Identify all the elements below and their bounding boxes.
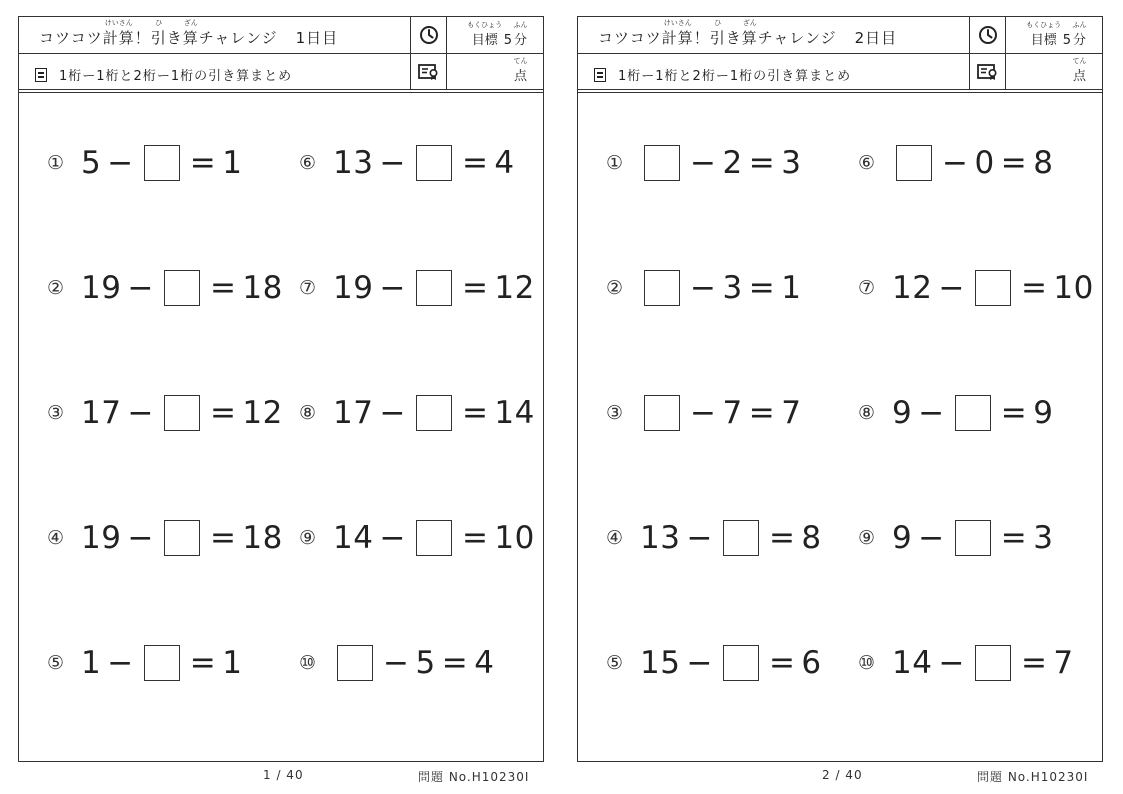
equals-sign: = [461,145,489,181]
minus-sign: − [938,270,965,306]
title-ruby-b: ひ [155,19,163,27]
equals-sign: = [209,520,237,556]
problem-number: ④ [606,527,624,549]
worksheet-title [578,17,970,53]
page-number: 2 / 40 [822,768,863,782]
title-kana-a: コツコツ [39,29,103,47]
answer-box[interactable] [955,395,991,431]
equation [892,645,1074,681]
operand: 3 [1033,520,1054,556]
problem-item [47,641,242,685]
title-kanji-b: 引 [709,29,726,47]
equals-sign: = [768,645,796,681]
equation [333,270,535,306]
title-kanji-c: 算 [182,29,199,47]
operand: 3 [722,270,743,306]
page-number: 1 / 40 [263,768,304,782]
equation [892,270,1094,306]
operand: 13 [640,520,681,556]
problem-item [47,391,283,435]
problem-number: ③ [606,402,624,424]
problem-number: ⑩ [858,652,876,674]
answer-box[interactable] [164,520,200,556]
equals-sign: = [461,395,489,431]
problem-item [858,516,1053,560]
operand: 14 [892,645,933,681]
equation [640,145,801,181]
operand: 14 [333,520,374,556]
operand: 14 [494,395,535,431]
answer-box[interactable] [723,645,759,681]
goal-unit-ruby: ふん [1072,21,1087,29]
equation [892,395,1053,431]
minus-sign: − [383,645,410,681]
operand: 18 [242,270,283,306]
problem-number: ⑨ [858,527,876,549]
operand: 1 [222,145,243,181]
minus-sign: − [379,270,406,306]
score-card-icon [970,54,1006,89]
operand: 0 [974,145,995,181]
operand: 17 [81,395,122,431]
operand: 9 [892,395,913,431]
operand: 9 [1033,395,1054,431]
equals-sign: = [768,520,796,556]
problem-list [578,93,1102,763]
score-ruby: てん [513,57,528,65]
equals-sign: = [1000,145,1028,181]
day-label: 1日目 [295,29,339,47]
document-icon [35,68,47,82]
title-kanji-b: 引 [150,29,167,47]
operand: 2 [722,145,743,181]
title-bang: ！ [134,29,151,47]
problem-item [47,266,283,310]
operand: 19 [333,270,374,306]
equals-sign: = [461,520,489,556]
minus-sign: − [127,270,154,306]
minus-sign: − [690,395,717,431]
title-kanji-a: 計算 [661,29,694,47]
equals-sign: = [1000,395,1028,431]
title-ruby-a: けいさん [104,19,133,27]
title-kana-b: き [166,29,183,47]
operand: 1 [222,645,243,681]
operand: 7 [1053,645,1074,681]
problem-number: ⑤ [47,652,65,674]
equals-sign: = [441,645,469,681]
equals-sign: = [189,645,217,681]
problem-number: ⑨ [299,527,317,549]
goal-unit: 分 [1072,33,1086,48]
worksheet-title [19,17,411,53]
operand: 8 [801,520,822,556]
problem-number: ⑧ [858,402,876,424]
problem-item [858,641,1074,685]
worksheet-subtitle [19,54,411,89]
problem-item [299,641,494,685]
minus-sign: − [690,270,717,306]
problem-number: ① [606,152,624,174]
goal-ruby: もくひょう [1026,21,1062,29]
title-ruby-b: ひ [714,19,722,27]
minus-sign: − [379,520,406,556]
worksheet-day-2 [577,16,1103,762]
title-kana-b: き [725,29,742,47]
worksheet-subtitle [578,54,970,89]
goal-label: 目標 [471,33,498,48]
title-bang: ！ [693,29,710,47]
problem-number: ⑥ [299,152,317,174]
problem-item [606,266,801,310]
operand: 5 [81,145,102,181]
problem-item [606,391,801,435]
goal-label: 目標 [1030,33,1057,48]
problem-item [299,266,535,310]
equation [640,520,822,556]
title-rest: チャレンジ [198,29,278,47]
minus-sign: − [686,520,713,556]
minus-sign: − [918,395,945,431]
equals-sign: = [748,145,776,181]
minus-sign: − [379,395,406,431]
equation [81,270,283,306]
title-rest: チャレンジ [757,29,837,47]
day-label: 2日目 [854,29,898,47]
operand: 18 [242,520,283,556]
answer-box[interactable] [416,270,452,306]
worksheet-header [19,17,543,89]
problem-item [47,516,283,560]
subtitle: 1桁ー1桁と2桁ー1桁の引き算まとめ [618,69,852,84]
title-ruby-c: ざん [742,19,757,27]
problem-item [858,391,1053,435]
problem-item [858,266,1094,310]
operand: 15 [640,645,681,681]
answer-box[interactable] [955,520,991,556]
problem-number: ⑩ [299,652,317,674]
equals-sign: = [748,395,776,431]
equation [81,395,283,431]
score-label: 点 [1072,69,1086,84]
operand: 10 [494,520,535,556]
equals-sign: = [1020,270,1048,306]
minus-sign: − [938,645,965,681]
problem-number: ④ [47,527,65,549]
goal-unit: 分 [513,33,527,48]
answer-box[interactable] [164,270,200,306]
equals-sign: = [461,270,489,306]
score-field[interactable] [447,54,543,89]
operand: 8 [1033,145,1054,181]
problem-number: ② [47,277,65,299]
title-kanji-a: 計算 [102,29,135,47]
equation [333,520,535,556]
operand: 17 [333,395,374,431]
minus-sign: − [107,645,134,681]
minus-sign: − [127,520,154,556]
goal-value: 5 [1062,33,1071,48]
equation [333,645,494,681]
minus-sign: − [918,520,945,556]
goal-unit-ruby: ふん [513,21,528,29]
answer-box[interactable] [164,395,200,431]
equation [892,145,1053,181]
operand: 5 [415,645,436,681]
problem-item [606,141,801,185]
operand: 1 [81,645,102,681]
minus-sign: − [127,395,154,431]
answer-box[interactable] [416,395,452,431]
equation [640,270,801,306]
goal-time [447,17,543,53]
answer-box[interactable] [644,395,680,431]
problem-number: ⑤ [606,652,624,674]
document-icon [594,68,606,82]
problem-list [19,93,543,763]
answer-box[interactable] [416,520,452,556]
operand: 19 [81,270,122,306]
clock-icon [411,17,447,53]
goal-time [1006,17,1102,53]
answer-box[interactable] [723,520,759,556]
problem-number: ② [606,277,624,299]
equation [81,645,242,681]
problem-item [606,516,822,560]
problem-item [606,641,822,685]
equals-sign: = [1020,645,1048,681]
answer-box[interactable] [416,145,452,181]
minus-sign: − [942,145,969,181]
problem-code: 問題 No.H10230I [977,770,1089,784]
goal-value: 5 [503,33,512,48]
operand: 12 [242,395,283,431]
equals-sign: = [1000,520,1028,556]
equation [640,395,801,431]
equation [333,395,535,431]
title-kana-a: コツコツ [598,29,662,47]
clock-icon [970,17,1006,53]
worksheet-header [578,17,1102,89]
operand: 7 [722,395,743,431]
problem-number: ⑥ [858,152,876,174]
operand: 1 [781,270,802,306]
minus-sign: − [107,145,134,181]
operand: 13 [333,145,374,181]
answer-box[interactable] [975,270,1011,306]
operand: 7 [781,395,802,431]
answer-box[interactable] [644,270,680,306]
answer-box[interactable] [644,145,680,181]
minus-sign: − [686,645,713,681]
worksheet-day-1 [18,16,544,762]
title-kanji-c: 算 [741,29,758,47]
answer-box[interactable] [144,145,180,181]
title-ruby-a: けいさん [663,19,692,27]
answer-box[interactable] [896,145,932,181]
problem-number: ⑧ [299,402,317,424]
operand: 9 [892,520,913,556]
equals-sign: = [209,395,237,431]
problem-item [299,391,535,435]
answer-box[interactable] [975,645,1011,681]
equation [640,645,822,681]
problem-item [858,141,1053,185]
equation [81,520,283,556]
equation [333,145,515,181]
minus-sign: − [379,145,406,181]
minus-sign: − [690,145,717,181]
goal-ruby: もくひょう [467,21,503,29]
problem-code: 問題 No.H10230I [418,770,530,784]
problem-number: ① [47,152,65,174]
score-field[interactable] [1006,54,1102,89]
equals-sign: = [209,270,237,306]
score-label: 点 [513,69,527,84]
operand: 12 [494,270,535,306]
problem-number: ⑦ [858,277,876,299]
operand: 4 [474,645,495,681]
equation [892,520,1053,556]
score-card-icon [411,54,447,89]
equals-sign: = [189,145,217,181]
answer-box[interactable] [337,645,373,681]
problem-number: ③ [47,402,65,424]
problem-item [299,141,515,185]
problem-number: ⑦ [299,277,317,299]
problem-item [299,516,535,560]
score-ruby: てん [1072,57,1087,65]
operand: 19 [81,520,122,556]
subtitle: 1桁ー1桁と2桁ー1桁の引き算まとめ [59,69,293,84]
operand: 6 [801,645,822,681]
equation [81,145,242,181]
operand: 12 [892,270,933,306]
operand: 4 [494,145,515,181]
operand: 10 [1053,270,1094,306]
problem-item [47,141,242,185]
operand: 3 [781,145,802,181]
answer-box[interactable] [144,645,180,681]
title-ruby-c: ざん [183,19,198,27]
equals-sign: = [748,270,776,306]
